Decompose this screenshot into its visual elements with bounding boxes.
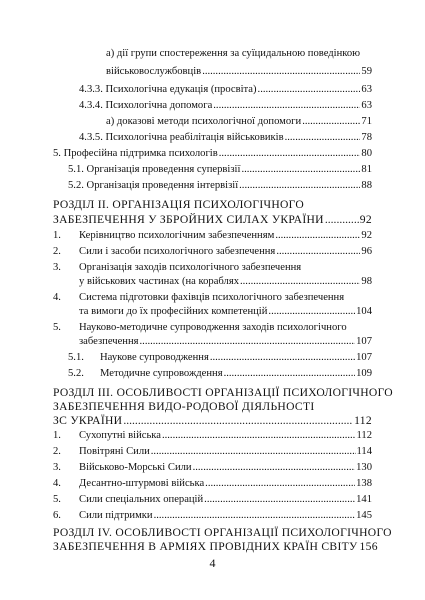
toc-line: Система підготовки фахівців психологічного забезпечення	[79, 292, 345, 303]
toc-entry[interactable]: 4.3.5. Психологічна реабілітація військовиків ..... 78	[79, 132, 372, 144]
section-heading: РОЗДІЛ III. ОСОБЛИВОСТІ ОРГАНІЗАЦІЇ ПСИХОЛОГІЧНОГО	[53, 386, 393, 399]
section-heading: РОЗДІЛ II. ОРГАНІЗАЦІЯ ПСИХОЛОГІЧНОГО	[53, 198, 305, 211]
toc-entry[interactable]: ЗАБЕЗПЕЧЕННЯ У ЗБРОЙНИХ СИЛАХ УКРАЇНИ ..... 92	[53, 213, 372, 226]
toc-line: Науково-методичне супроводження заходів психологічного	[79, 322, 347, 333]
toc-entry[interactable]: Повітряні Сили ..... 114	[79, 446, 372, 458]
toc-entry[interactable]: Сили і засоби психологічного забезпечення ..... 96	[79, 246, 372, 258]
item-number: 2.	[53, 246, 61, 257]
item-number: 5.2.	[68, 368, 84, 379]
item-number: 3.	[53, 262, 61, 273]
item-number: 1.	[53, 430, 61, 441]
item-number: 5.1.	[68, 352, 84, 363]
toc-entry[interactable]: Наукове супроводження ..... 107	[100, 352, 372, 364]
toc-entry[interactable]: ЗС УКРАЇНИ ..... 112	[53, 414, 372, 427]
toc-entry[interactable]: Керівництво психологічним забезпеченням ..... 92	[79, 230, 372, 242]
toc-entry[interactable]: Сили спеціальних операцій ..... 141	[79, 494, 372, 506]
toc-line: а) дії групи спостереження за суїцидальною поведінкою	[106, 48, 361, 59]
toc-entry[interactable]: 5.2. Організація проведення інтервізії ..... 88	[68, 180, 372, 192]
toc-entry[interactable]: військовослужбовців ..... 59	[106, 66, 372, 78]
toc-entry[interactable]: 5. Професійна підтримка психологів ..... 80	[53, 148, 372, 160]
item-number: 6.	[53, 510, 61, 521]
item-number: 5.	[53, 494, 61, 505]
toc-entry[interactable]: у військових частинах (на кораблях ..... 98	[79, 276, 372, 288]
toc-entry[interactable]: 4.3.3. Психологічна едукація (просвіта) ..... 63	[79, 84, 372, 96]
toc-entry[interactable]: 5.1. Організація проведення супервізії ..... 81	[68, 164, 372, 176]
toc-entry[interactable]: Десантно-штурмові війська ..... 138	[79, 478, 372, 490]
section-heading: РОЗДІЛ IV. ОСОБЛИВОСТІ ОРГАНІЗАЦІЇ ПСИХОЛОГІЧНОГО	[53, 526, 392, 539]
item-number: 4.	[53, 292, 61, 303]
item-number: 5.	[53, 322, 61, 333]
toc-entry[interactable]: Сухопутні війська ..... 112	[79, 430, 372, 442]
toc-entry[interactable]: Методичне супровождення ..... 109	[100, 368, 372, 380]
page-number: 4	[209, 556, 216, 570]
toc-entry[interactable]: Військово-Морські Сили ..... 130	[79, 462, 372, 474]
section-heading: ЗАБЕЗПЕЧЕННЯ ВИДО-РОДОВОЇ ДІЯЛЬНОСТІ	[53, 400, 315, 413]
item-number: 4.	[53, 478, 61, 489]
toc-entry[interactable]: Сили підтримки ..... 145	[79, 510, 372, 522]
toc-line: Організація заходів психологічного забезпечення	[79, 262, 302, 273]
toc-entry[interactable]: ЗАБЕЗПЕЧЕННЯ В АРМІЯХ ПРОВІДНИХ КРАЇН СВІТУ 156	[53, 540, 378, 553]
toc-entry[interactable]: та вимоги до їх професійних компетенцій ..... 104	[79, 306, 372, 318]
toc-entry[interactable]: а) доказові методи психологічної допомоги ..... 71	[106, 116, 372, 128]
toc-entry[interactable]: забезпечення ..... 107	[79, 336, 372, 348]
item-number: 1.	[53, 230, 61, 241]
item-number: 3.	[53, 462, 61, 473]
item-number: 2.	[53, 446, 61, 457]
toc-entry[interactable]: 4.3.4. Психологічна допомога ..... 63	[79, 100, 372, 112]
